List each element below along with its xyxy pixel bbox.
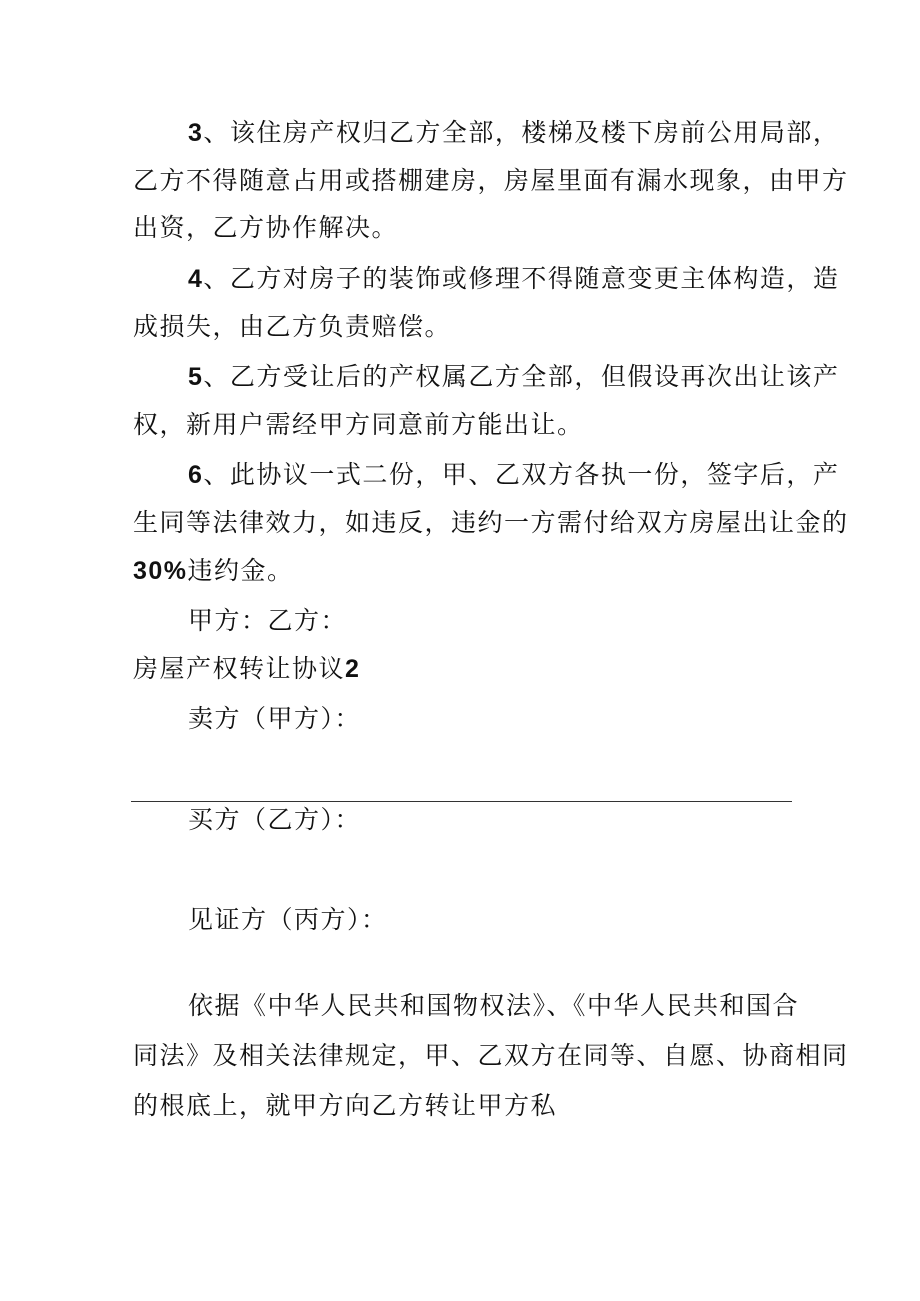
clause-4-number: 4	[188, 265, 204, 293]
clause-3-line-3: 出资，乙方协作解决。	[133, 213, 399, 242]
penalty-percent: 30%	[133, 557, 188, 585]
divider-line	[131, 801, 792, 802]
clause-6-number: 6	[188, 461, 204, 489]
clause-4-line-2: 成损失，由乙方负责赔偿。	[133, 312, 452, 341]
clause-3-line-1: 3、该住房产权归乙方全部，楼梯及楼下房前公用局部，	[188, 118, 840, 147]
buyer-label: 买方（乙方）：	[188, 805, 362, 834]
clause-3-number: 3	[188, 119, 204, 147]
clause-4-line-1: 4、乙方对房子的装饰或修理不得随意变更主体构造，造	[188, 264, 840, 293]
clause-5-line-2: 权，新用户需经甲方同意前方能出让。	[133, 410, 584, 439]
signature-line: 甲方：乙方：	[188, 606, 348, 635]
clause-3-line-2: 乙方不得随意占用或搭棚建房，房屋里面有漏水现象，由甲方	[133, 166, 849, 195]
preamble-line-1: 依据《中华人民共和国物权法》、《中华人民共和国合	[188, 991, 800, 1020]
clause-6-line-3: 30%违约金。	[133, 556, 294, 585]
witness-label: 见证方（丙方）：	[188, 905, 388, 934]
preamble-line-2: 同法》及相关法律规定，甲、乙双方在同等、自愿、协商相同	[133, 1041, 849, 1070]
section-title-number: 2	[345, 655, 361, 683]
clause-5-line-1: 5、乙方受让后的产权属乙方全部，但假设再次出让该产	[188, 362, 840, 391]
seller-label: 卖方（甲方）：	[188, 704, 362, 733]
section-title: 房屋产权转让协议2	[133, 654, 361, 683]
clause-6-line-2: 生同等法律效力，如违反，违约一方需付给双方房屋出让金的	[133, 508, 849, 537]
preamble-line-3: 的根底上，就甲方向乙方转让甲方私	[133, 1091, 558, 1120]
clause-5-number: 5	[188, 363, 204, 391]
clause-6-line-1: 6、此协议一式二份，甲、乙双方各执一份，签字后，产	[188, 460, 840, 489]
